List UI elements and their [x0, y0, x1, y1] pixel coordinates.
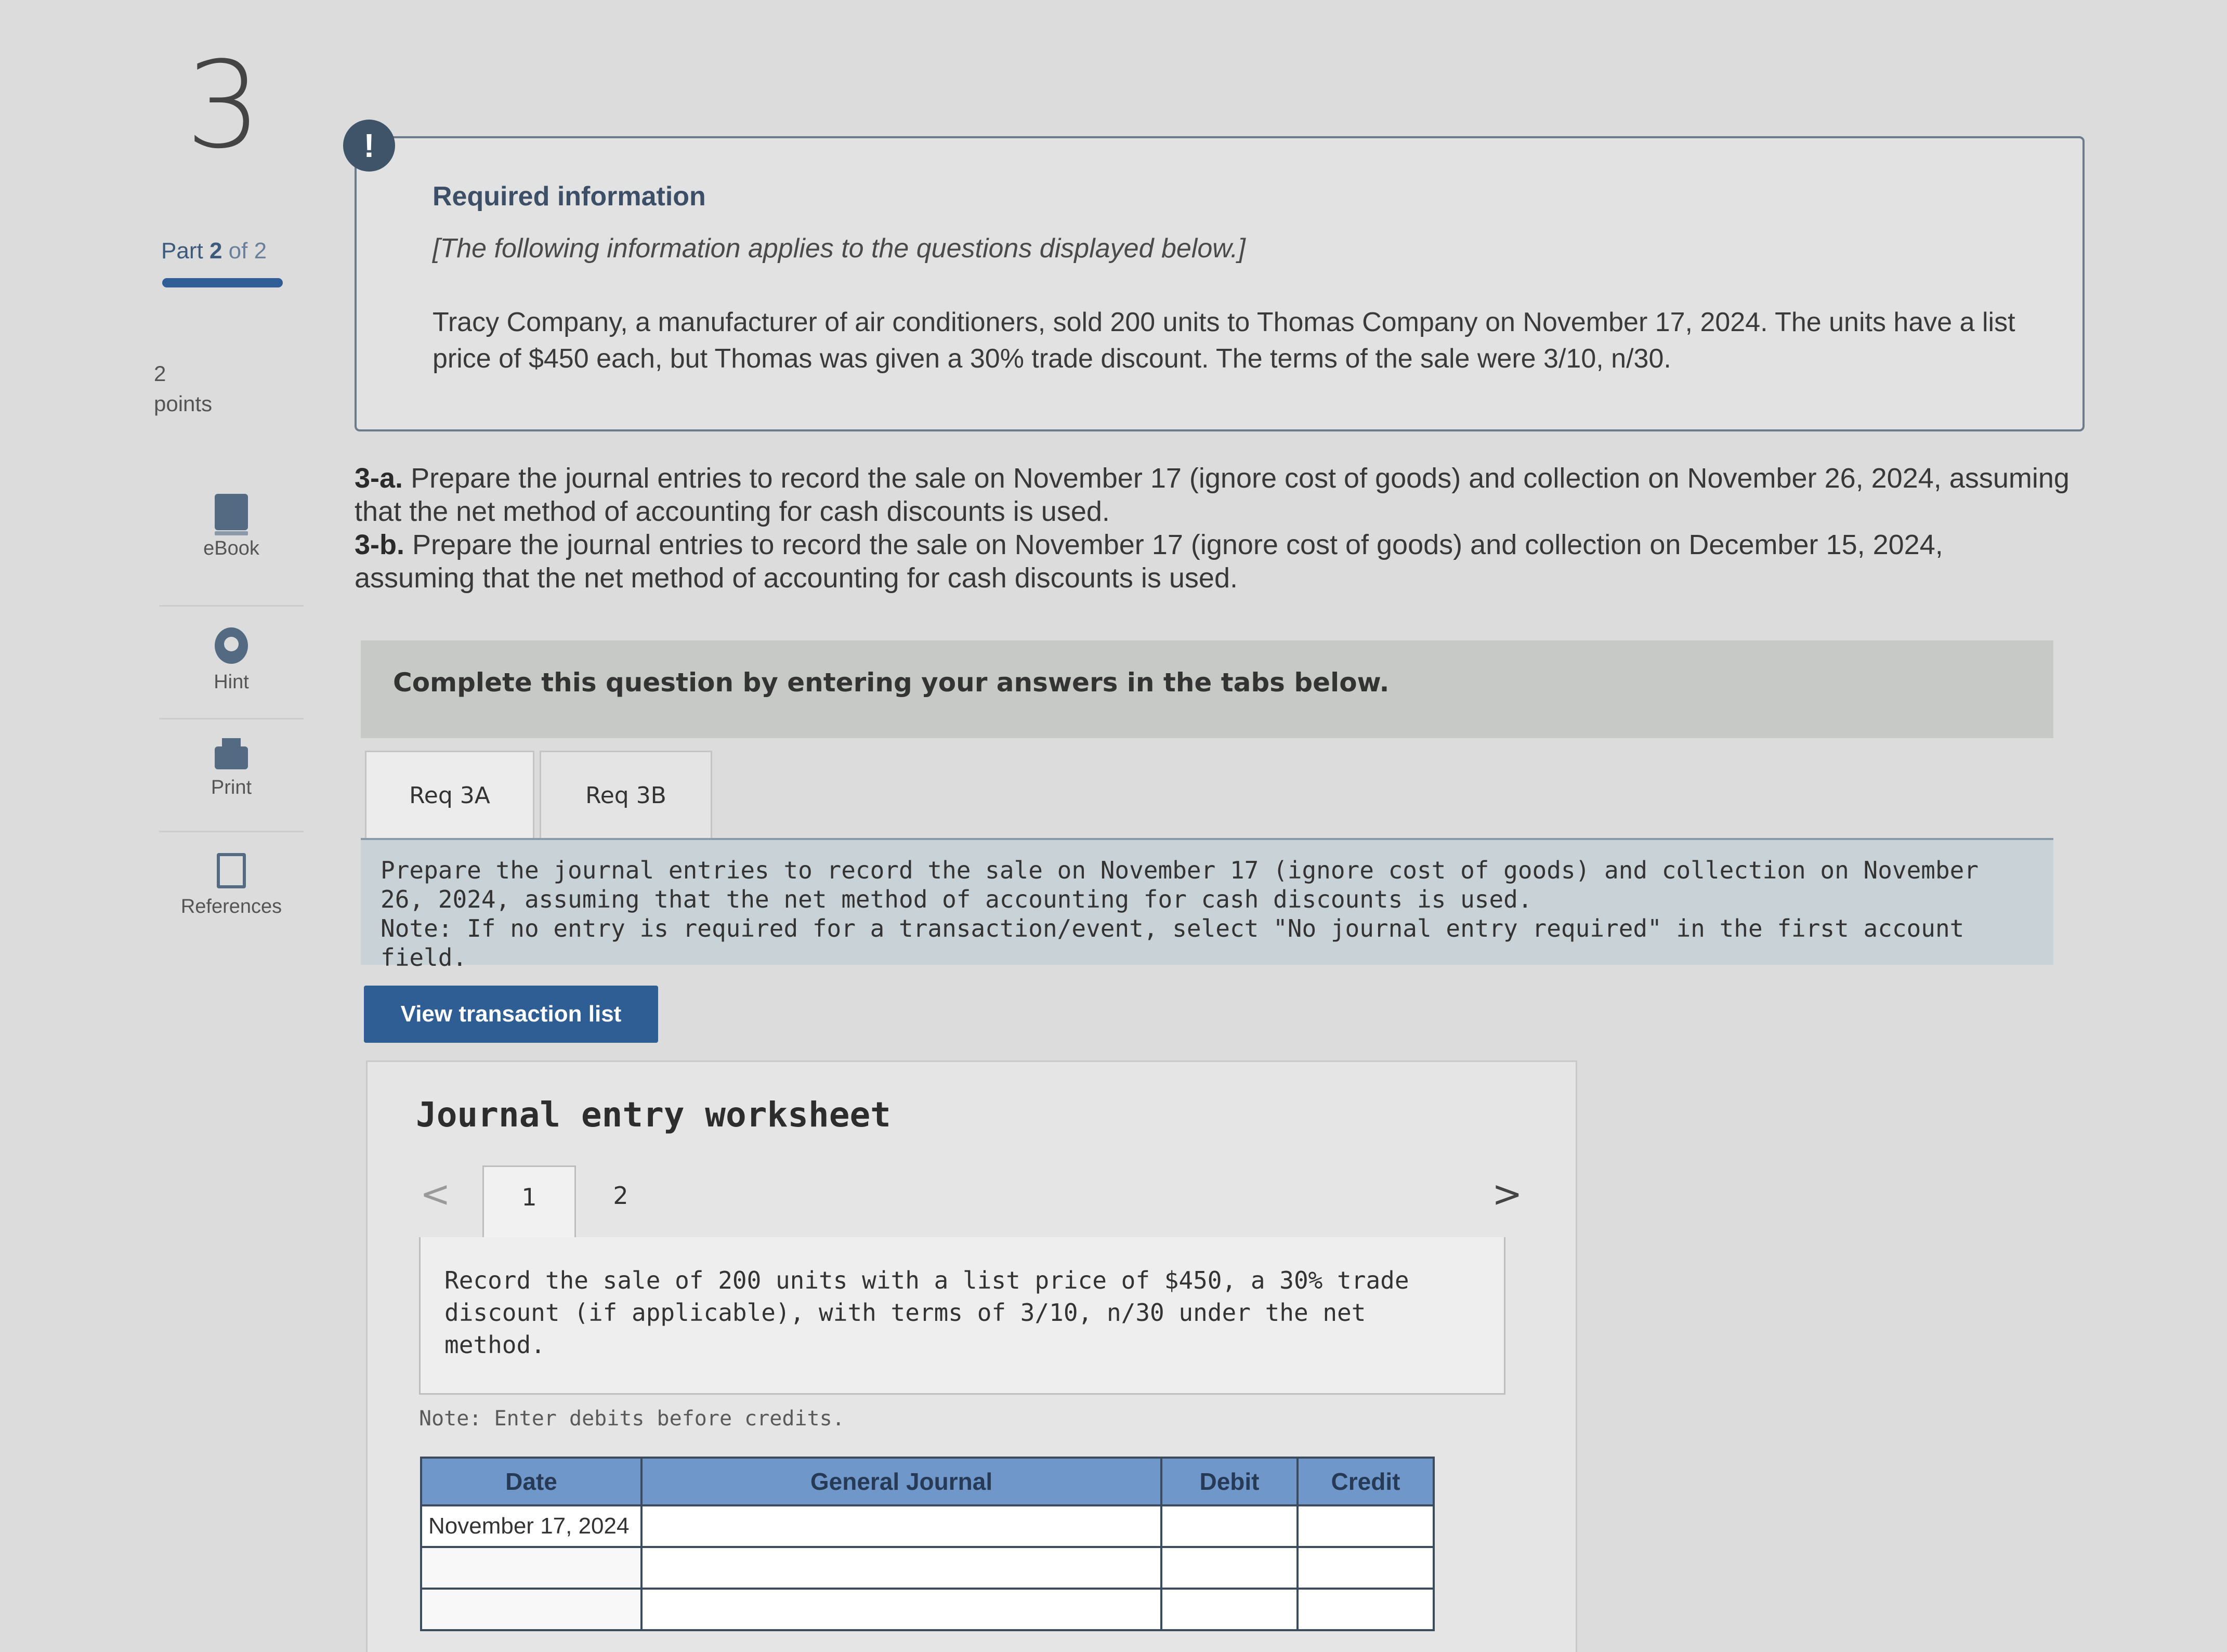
credit-cell[interactable]: [1298, 1505, 1434, 1547]
required-info-body: Tracy Company, a manufacturer of air conditioners, sold 200 units to Thomas Company on November 17, 2024. The units have a list price of $450 each, but Thomas was given a 30% trade discount. The terms of the sale were 3/10, n/30.: [433, 307, 2015, 374]
worksheet-page-2[interactable]: 2: [613, 1182, 628, 1210]
date-cell[interactable]: [421, 1589, 641, 1630]
account-cell[interactable]: [641, 1505, 1161, 1547]
printer-icon: [215, 746, 248, 769]
debit-cell[interactable]: [1161, 1547, 1298, 1589]
hint-label: Hint: [214, 671, 249, 693]
instructions-note: Note: If no entry is required for a transaction/event, select "No journal entry required" in the first account field.: [381, 914, 1964, 972]
worksheet-page-1[interactable]: 1: [482, 1165, 576, 1240]
part-a: [355, 462, 2070, 528]
column-debit: Debit: [1161, 1458, 1298, 1505]
references-button[interactable]: [159, 831, 304, 943]
ebook-button[interactable]: [159, 494, 304, 605]
debit-cell[interactable]: [1161, 1505, 1298, 1547]
part-b-label: 3-b.: [355, 529, 405, 560]
part-progress-bar: [162, 278, 283, 287]
instructions-text: Prepare the journal entries to record the sale on November 17 (ignore cost of goods) and collection on November 26, 2024, assuming that the net method of accounting for cash discounts is used.: [381, 856, 1979, 913]
column-date: Date: [421, 1458, 641, 1505]
points: [154, 359, 212, 419]
tool-panel: [159, 473, 304, 943]
column-general-journal: General Journal: [641, 1458, 1161, 1505]
hint-button[interactable]: [159, 605, 304, 718]
documents-icon: [217, 853, 246, 888]
points-label: points: [154, 391, 213, 416]
book-icon: [215, 494, 248, 530]
part-indicator: [161, 238, 267, 264]
references-label: References: [180, 896, 282, 917]
ebook-label: eBook: [203, 537, 259, 559]
table-row: [421, 1547, 1434, 1589]
table-row: [421, 1505, 1434, 1547]
part-b: [355, 528, 2070, 595]
debit-cell[interactable]: [1161, 1589, 1298, 1630]
part-b-text: Prepare the journal entries to record the sale on November 17 (ignore cost of goods) and collection on December 15, 2024, assuming that the net method of accounting for cash discounts is used.: [355, 529, 1943, 594]
required-info-title: Required information: [433, 181, 706, 212]
tab-req-3b[interactable]: Req 3B: [540, 751, 712, 840]
credit-cell[interactable]: [1298, 1589, 1434, 1630]
chevron-right-icon[interactable]: >: [1492, 1173, 1523, 1215]
date-cell[interactable]: November 17, 2024: [421, 1505, 641, 1547]
points-value: 2: [154, 361, 166, 386]
tab-req-3a[interactable]: Req 3A: [365, 751, 534, 840]
part-current: 2: [209, 238, 222, 264]
worksheet-title: Journal entry worksheet: [416, 1095, 891, 1135]
print-label: Print: [211, 777, 252, 798]
chevron-left-icon[interactable]: <: [420, 1173, 451, 1215]
alert-icon: !: [343, 120, 395, 172]
instructions-panel: [361, 840, 2053, 972]
account-cell[interactable]: [641, 1589, 1161, 1630]
credit-cell[interactable]: [1298, 1547, 1434, 1589]
lifebuoy-icon: [215, 627, 248, 664]
record-text: Record the sale of 200 units with a list price of $450, a 30% trade discount (if applicable), with terms of 3/10, n/30 under the net method.: [444, 1266, 1409, 1359]
journal-table: [420, 1457, 1435, 1631]
part-label: Part: [161, 238, 203, 264]
part-of: of 2: [228, 238, 267, 264]
question-text: [355, 462, 2070, 595]
table-header-row: [421, 1458, 1434, 1505]
question-number: 3: [185, 36, 262, 175]
complete-text: Complete this question by entering your answers in the tabs below.: [393, 667, 1390, 698]
print-button[interactable]: [159, 718, 304, 831]
complete-banner: [361, 640, 2053, 738]
view-transaction-list-button[interactable]: View transaction list: [364, 986, 658, 1043]
table-row: [421, 1589, 1434, 1630]
column-credit: Credit: [1298, 1458, 1434, 1505]
required-info-subtitle: [The following information applies to the questions displayed below.]: [433, 233, 1246, 264]
account-cell[interactable]: [641, 1547, 1161, 1589]
part-a-text: Prepare the journal entries to record the sale on November 17 (ignore cost of goods) and collection on November 26, 2024, assuming that the net method of accounting for cash discounts is used.: [355, 463, 2069, 527]
date-cell[interactable]: [421, 1547, 641, 1589]
part-a-label: 3-a.: [355, 463, 403, 494]
record-instruction-box: [419, 1237, 1505, 1395]
debits-note: Note: Enter debits before credits.: [419, 1407, 845, 1431]
